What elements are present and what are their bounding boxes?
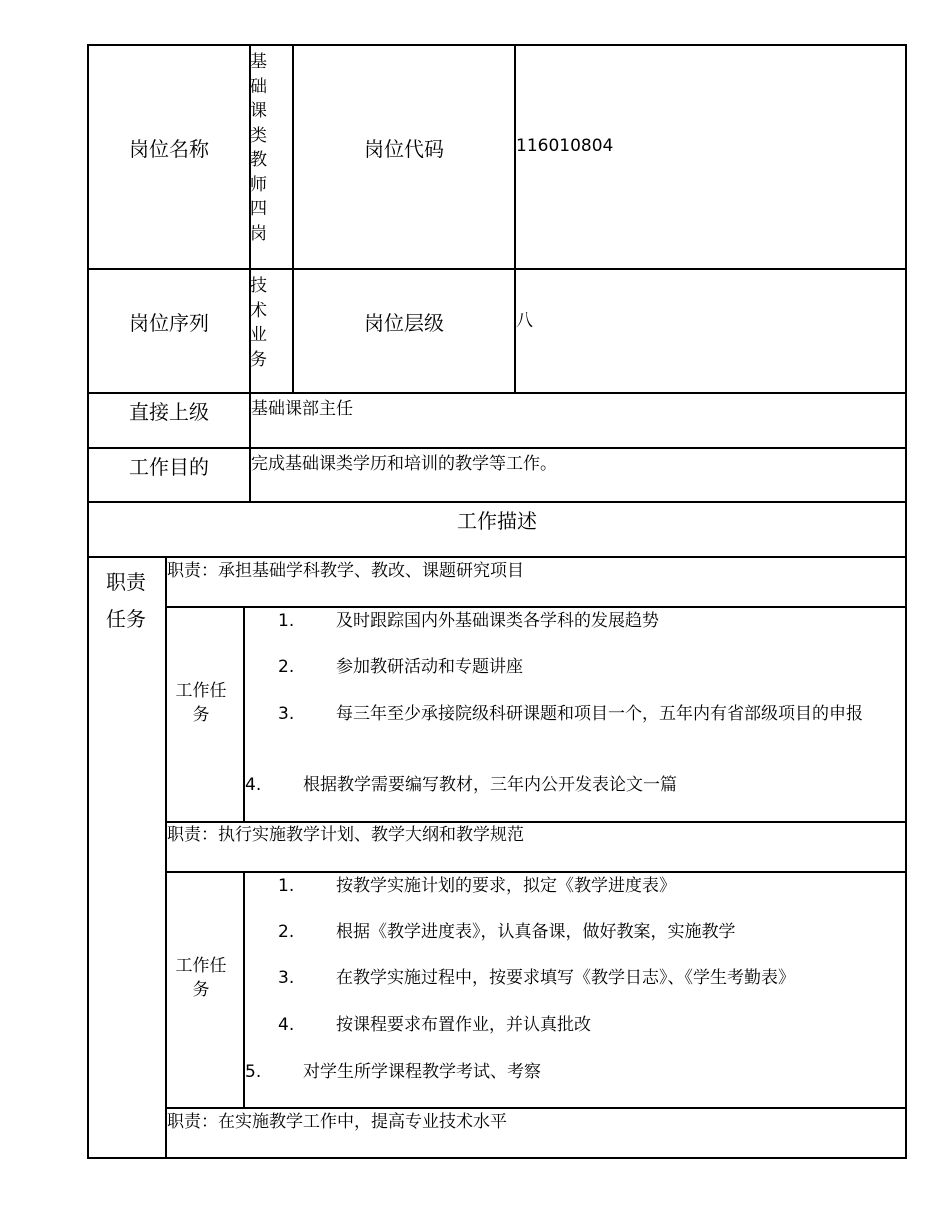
post-level-label: 岗位层级: [364, 310, 444, 335]
table-border: [905, 44, 907, 1159]
section-label-duty: 职责: [106, 570, 146, 594]
work-description-title: 工作描述: [457, 509, 537, 533]
duty-1-task-3-text: 每三年至少承接院级科研课题和项目一个，五年内有省部级项目的申报: [336, 704, 863, 724]
duty-2-text: 职责：执行实施教学计划、教学大纲和教学规范: [167, 825, 524, 845]
duty-2-task-2-text: 根据《教学进度表》，认真备课，做好教案，实施教学: [336, 922, 736, 942]
duty-2-task-3-num: 3.: [278, 968, 295, 988]
duty-2-task-1-text: 按教学实施计划的要求，拟定《教学进度表》: [336, 876, 676, 896]
duty-2-task-2-num: 2.: [278, 922, 295, 942]
duty-1-task-2-text: 参加教研活动和专题讲座: [336, 657, 523, 677]
duty-1-task-3-num: 3.: [278, 704, 295, 724]
duty-1-task-4-num: 4.: [245, 775, 262, 795]
direct-superior-label: 直接上级: [129, 399, 209, 424]
duty-1-task-1-text: 及时跟踪国内外基础课类各学科的发展趋势: [336, 611, 659, 631]
table-border: [165, 606, 907, 608]
duty-2-task-4-num: 4.: [278, 1015, 295, 1035]
duty-1-task-4-text: 根据教学需要编写教材，三年内公开发表论文一篇: [303, 775, 677, 795]
duty-1-text: 职责：承担基础学科教学、教改、课题研究项目: [167, 561, 524, 581]
post-code-label: 岗位代码: [364, 137, 444, 161]
post-code-value: 116010804: [516, 136, 614, 156]
work-purpose-value: 完成基础课类学历和培训的教学等工作。: [251, 454, 557, 474]
direct-superior-value: 基础课部主任: [251, 399, 353, 419]
duty-3-text: 职责：在实施教学工作中，提高专业技术水平: [167, 1112, 507, 1132]
post-level-value: 八: [516, 311, 533, 331]
duty-2-task-label: 工作任务: [175, 956, 227, 1000]
table-border: [87, 556, 907, 558]
duty-2-task-4-text: 按课程要求布置作业，并认真批改: [336, 1015, 591, 1035]
section-label-task: 任务: [106, 607, 146, 631]
table-border: [165, 556, 167, 1159]
duty-1-task-label: 工作任务: [175, 681, 227, 725]
duty-2-task-1-num: 1.: [278, 876, 295, 896]
post-sequence-value: 技术业务: [250, 276, 267, 370]
table-border: [165, 1107, 907, 1109]
duty-1-task-2-num: 2.: [278, 657, 295, 677]
duty-1-task-1-num: 1.: [278, 611, 295, 631]
table-border: [165, 821, 907, 823]
duty-2-task-5-text: 对学生所学课程教学考试、考察: [303, 1062, 541, 1082]
table-border: [514, 44, 516, 394]
work-purpose-label: 工作目的: [129, 454, 209, 479]
post-sequence-label: 岗位序列: [129, 310, 209, 335]
duty-2-task-5-num: 5.: [245, 1062, 262, 1082]
post-name-value: 基础课类教师四岗: [250, 52, 267, 244]
table-border: [165, 871, 907, 873]
table-border: [87, 1157, 907, 1159]
post-name-label: 岗位名称: [129, 137, 209, 161]
duty-2-task-3-text: 在教学实施过程中，按要求填写《教学日志》、《学生考勤表》: [336, 968, 795, 988]
